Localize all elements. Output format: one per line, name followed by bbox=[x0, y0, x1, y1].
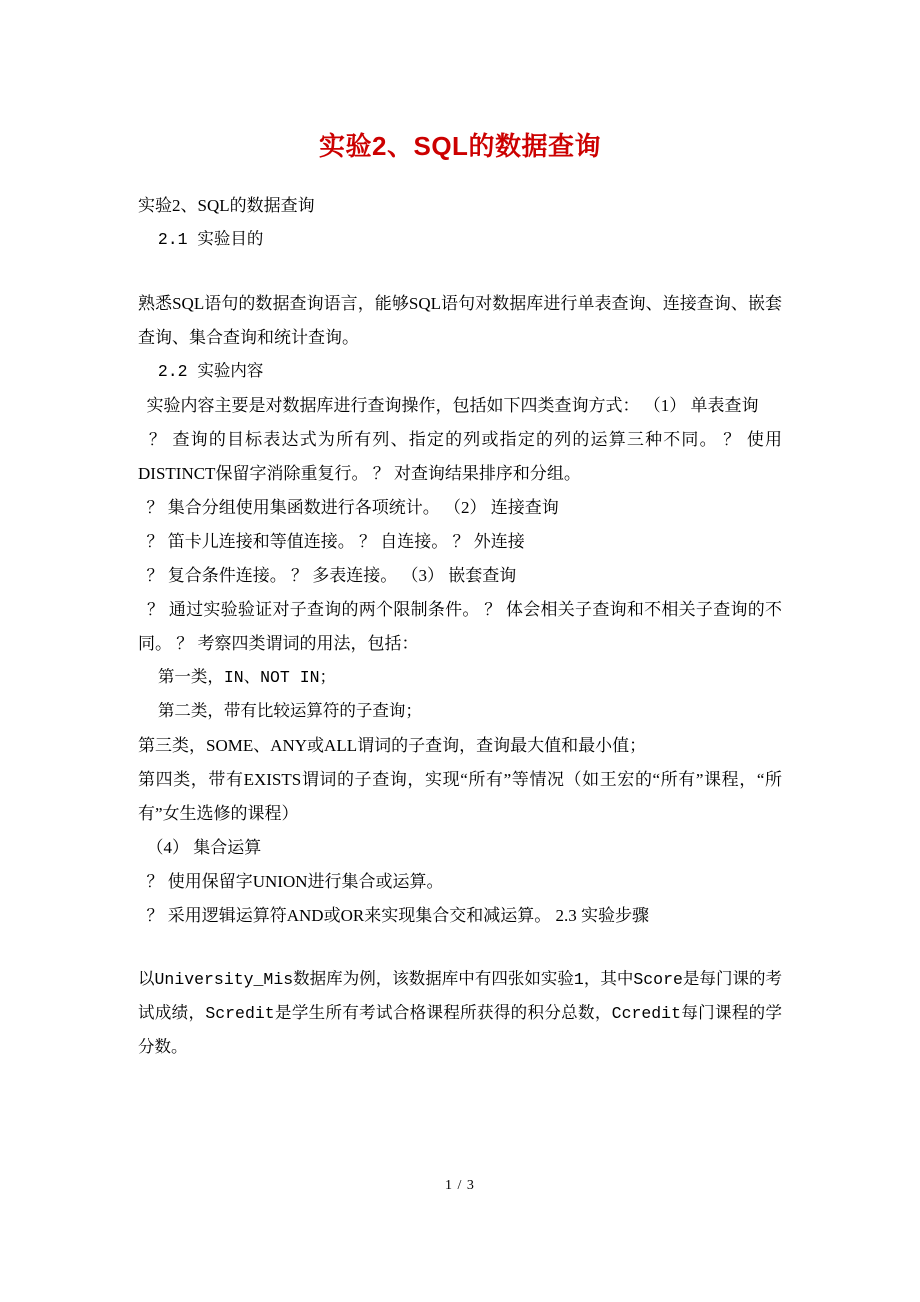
paragraph: ？ 采用逻辑运算符AND或OR来实现集合交和减运算。 2.3 实验步骤 bbox=[138, 906, 649, 925]
paragraph: ？ 通过实验验证对子查询的两个限制条件。 ？ 体会相关子查询和不相关子查询的不同。 ？ 考察四类谓词的用法，包括： bbox=[138, 600, 783, 653]
paragraph: 第四类，带有EXISTS谓词的子查询，实现“所有”等情况（如王宏的“所有”课程，“所有”女生选修的课程） bbox=[138, 770, 782, 823]
paragraph: 实验内容主要是对数据库进行查询操作，包括如下四类查询方式： （1） 单表查询 bbox=[138, 396, 759, 415]
paragraph: 熟悉SQL语句的数据查询语言，能够SQL语句对数据库进行单表查询、连接查询、嵌套查询、集合查询和统计查询。 bbox=[138, 294, 782, 347]
paragraph: 2.2 实验内容 bbox=[138, 362, 264, 381]
paragraph: ？ 复合条件连接。 ？ 多表连接。 （3） 嵌套查询 bbox=[138, 566, 517, 585]
paragraph: 第一类，IN、NOT IN； bbox=[138, 668, 337, 687]
document-body bbox=[138, 163, 782, 1065]
paragraph: ？ 查询的目标表达式为所有列、指定的列或指定的列的运算三种不同。 ？ 使用DISTINCT保留字消除重复行。 ？ 对查询结果排序和分组。 bbox=[138, 430, 783, 483]
paragraph: 第三类，SOME、ANY或ALL谓词的子查询，查询最大值和最小值； bbox=[138, 736, 647, 755]
paragraph: 2.1 实验目的 bbox=[138, 230, 264, 249]
page-number: 1 / 3 bbox=[445, 1178, 475, 1193]
paragraph: 第二类，带有比较运算符的子查询； bbox=[138, 702, 422, 721]
paragraph: 实验2、SQL的数据查询 bbox=[138, 196, 315, 215]
paragraph: ？ 使用保留字UNION进行集合或运算。 bbox=[138, 872, 444, 891]
paragraph: 以University_Mis数据库为例，该数据库中有四张如实验1，其中Score是每门课的考试成绩，Scredit是学生所有考试合格课程所获得的积分总数，Ccredit每门课程的学分数。 bbox=[138, 970, 782, 1057]
paragraph: （4） 集合运算 bbox=[138, 838, 262, 857]
page-title: 实验2、SQL的数据查询 bbox=[319, 131, 601, 161]
paragraph: ？ 笛卡儿连接和等值连接。 ？ 自连接。 ？ 外连接 bbox=[138, 532, 525, 551]
paragraph: ？ 集合分组使用集函数进行各项统计。 （2） 连接查询 bbox=[138, 498, 559, 517]
